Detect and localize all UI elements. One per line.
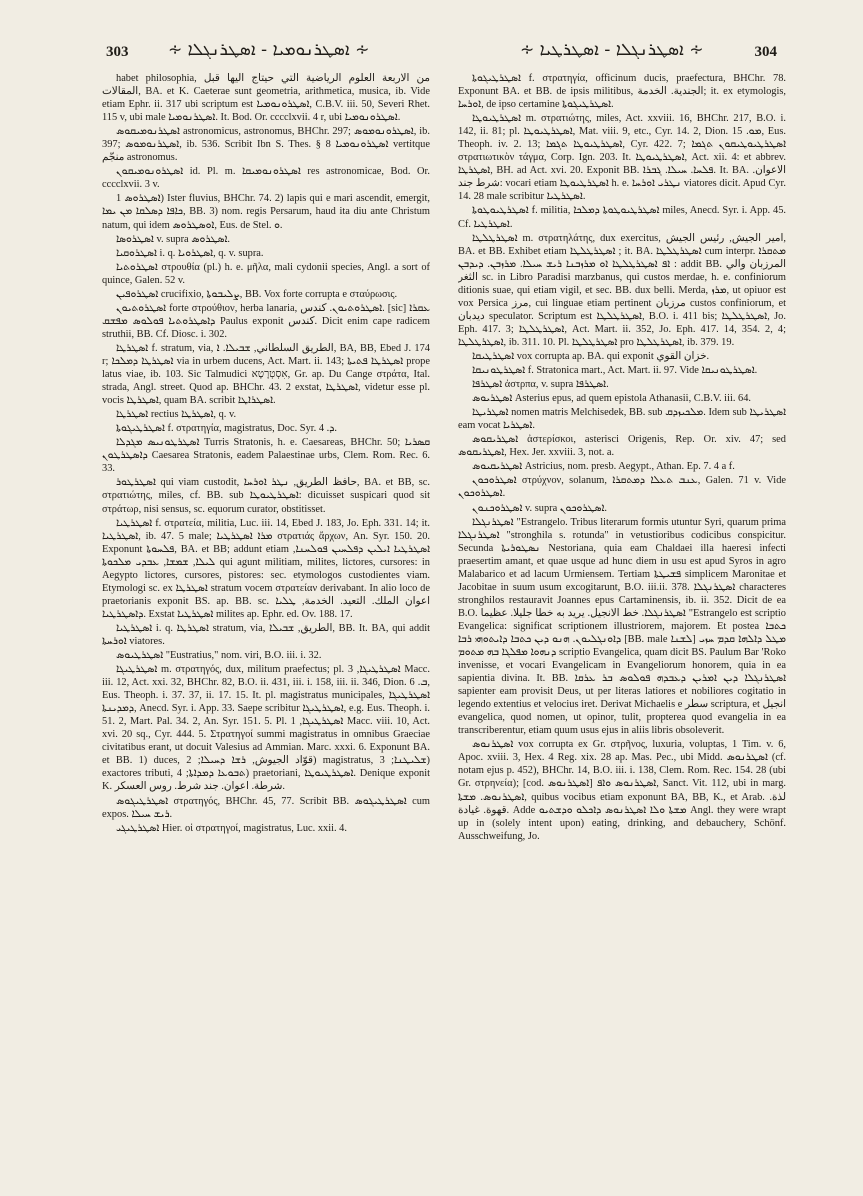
dictionary-entry: ܐܣܛܪܢܓܠܐ "Estrangelo. Tribus literarum formis utuntur Syri, quarum prima ܐܣܛܪܢܓܠܐ "stronghila s. rotunda" in vetustioribus codicibus conspicitur. Secunda ܢܣܛܘܪܝܬܐ Nestoriana, quia eam Chaldaei illa haeresi infecti praesertim amant, et quae usque ad hunc diem in usu est apud Syros in agro Malabarico et ad lacum Urmiensem. Tertiam ܦܫܝܛܬܐ simplicem Maronitae et Jacobitae in suum usum excogitarunt, B.O. iii.ii. 378. ܐܣܛܪܢܓܠܐ characteres stronghilos restauravit Joannes epus Cartaminensis, ib. ii. 352. Dicit de ea B.O. ܐܣܛܪܢܓܠܐ. خط الانجيل. يريد به خطا جليلا. عظيما "Estrangelo est scriptio Evangelica: significat scriptionem illustriorem, majorem. Et postea ܟܬܒܐ ܕܐܘܢܓܠܝܘܢ. ܗܢܘ ܕܝܢ ܟܬܒܐ ܕܐܝܬܘܗܝ ܪܒܐ [BB. male ܠܫܢܐ] ܡܛܠ ܕܐܠܗܐ ܩܕܡ ܚܙܝ ܕܢܗܘܐ ܡܦܠܓܐ ܒܗ ܡܬܘܡ scriptio Evangelica, quam dicit BS. Paulum Bar 'Roko invenisse, et vocari Evangelicam in Evangeliorum honorem, quia in ea sapientia divina. It. BB. ܐܣܛܪܢܓܠܐ ܕܝܢ ܐܡܪܝܢ ܕܥܒܕܗ ܦܘܠܘܣ ܒܪ ܥܪܩܐ sapienter eam provisit Deus, ut per literas latiores et nobiliores cogitatio in legendo extentius et velocius iret. Derivat Michaelis e سطر scriptura, et انجيل evangelica, quod nomen, ut opinor, tulit, propterea quod evangelia in ea transcriberentur, etiam quum usus ejus in aliis libris obsoleverit. (458, 516, 786, 737)
dictionary-entry: ܐܣܛܪܝܩܝܘܣ Astricius, nom. presb. Aegypt., Athan. Ep. 7. 4 a f. (472, 461, 735, 473)
dictionary-entry: ܐܣܛܪܛܝܓܝ Hier. οἱ στρατηγοί, magistratus, Luc. xxii. 4. (116, 822, 347, 834)
text-columns (102, 72, 790, 1182)
dictionary-entry: ܐܣܛܪܘܣܐ v. supra ܐܣܛܪܘܣ. (116, 233, 230, 245)
dictionary-entry: ܐܣܛܪܛܝܓܘܬܐ f. στρατηγία, magistratus, Doc. Syr. ܕ. 4. (116, 423, 338, 435)
dictionary-entry: ܐܣܛܪܛܝܘܣ "Eustratius," nom. viri, B.O. iii. i. 32. (116, 650, 322, 662)
dictionary-entry: ܐܣܛܪܛܐ f. stratum, via, الطريق السلطاني, ܫܒܝܠܐ. ܐ, BA, BB, Ebed J. 174 r; ܐܣܛܪܛܐ ܕܡܠܟܐ via in urbem ducens, Act. Mart. ii. 143; ܐܣܛܪܛܐ ܦܬܝܬܐ prope latus viae, ib. 103. Sic Talmudici אִסְטְרָטָא, Gr. ap. Du Cange στράτα, Ital. strada, Angl. street. Quod ap. BHChr. 43. 2 exstat, ܐܣܛܪܛܐ, videtur esse pl. vocis ܐܣܛܪܛܐ, quam BA. scribit ܐܣܛܪܐܛܐ. (102, 342, 430, 407)
right-column (458, 72, 786, 1182)
dictionary-entry: ܐܣܛܪܘܣ 1) Ister fluvius, BHChr. 74. 2) lapis qui e mari ascendit, emergit, ܟܐܦܐ ܕܣܠܩܐ ܡܢ ܝܡܐ, BB. 3) nom. regis Persarum, haud ita diu ante Christum natum, qui idem ܐܘܣܛܪܘܣ, Eus. de Stel. ܘ. (102, 193, 430, 231)
dictionary-entry: ܐܣܛܪܘܩܝܐ i. q. ܐܣܛܪܘܝܐ, q. v. supra. (116, 247, 264, 259)
right-page-number: 304 (754, 44, 777, 60)
dictionary-entry: ܐܣܛܪܛܝܐ f. στρατεία, militia, Luc. iii. 14, Ebed J. 183, Jo. Eph. 331. 14; it. ܐܣܛܪܛܝܐ, ib. 47. 5 male; ܡܪܐ ܐܣܛܪܛܝܐ στρατιάς ἄρχων, An. Syr. 150. 20. Exponunt ܦܠܚܘܬܐ, BA. et BB; addunt etiam ܐܣܛܪܛܝܐ ܐܝܠܝܢ ܕܦܠܚܝܢ ܦܘܠܚܢܐ, ܠܝܠܐ, ܫܡܫܐ, ܥܒܕܝ ܡܠܟܘܬܐ qui agunt militiam, milites, lictores, cursores: in Aegypto lictores, cursores, pistores: sec. etymologos custodientes viam. Etymologi sc. ex ܐܣܛܪܛܐ stratum vocem στρατείαν derivabant. In alio loco de praetorianis exponit BS. ap. BB. sc. اعوان الملك. التعيد. الخدمة, ܛܠܝܐ ܕܐܣܛܪܛܝܐ. Exstat ܐܣܛܪܛܝܐ milites ap. Ephr. ed. Ov. 188. 17. (102, 517, 430, 620)
page-header (0, 38, 863, 68)
dictionary-entry: ܐܣܛܪܛܝܐ i. q. ܐܣܛܪܛܐ stratum, via, الطريق, ܫܒܝܠܐ, BB. It. BA, qui addit ܐܘܪܚܬܐ viatores. (102, 622, 430, 647)
dictionary-entry: ܐܣܛܪܛܘܪ qui viam custodit, حافظ الطريق, ܢܛܪ ܐܘܪܚܐ, BA. et BB, sc. στρατιώτης, miles, cf. BB. sub ܐܣܛܪܛܝܘܛܐ: dicuisset suspicari quod sit στράτωρ, nisi sensus, sc. equorum curator, obstitisset. (102, 477, 430, 515)
dictionary-entry: ܐܣܛܪܛܝܓܘܣ στρατηγός, BHChr. 45, 77. Scribit BB. ܐܣܛܪܛܝܓܘܣ cum expos. ܪܝܫ ܚܝܠܐ. (102, 795, 430, 820)
dictionary-entry: habet philosophia, من الاربعة العلوم الرياضية التي حيتاج اليها قبل المقالات, BA. et K. Caeterae sunt geometria, arithmetica, musica, ib. Vide etiam Ephr. ii. 317 ubi scriptum est ܐܣܛܪܘܢܘܡܝܐ, C.B.V. iii. 50, Severi Rhet. 115 v, ubi male ܐܣܛܪܢܘܡܝܐ. It. Bod. Or. cccclxvii. 4 r, ubi ܐܣܛܪܘܢܘܡܝܐ. (102, 73, 430, 124)
dictionary-entry: ܐܣܛܪܛܝܘܛܐ m. στρατιώτης, miles, Act. xxviii. 16, BHChr. 217, B.O. i. 142, ii. 81; pl. ܐܣܛܪܛܝܘܛܐ, Mat. viii. 9, etc., Cyr. 14. 2, Dion. ܡܘ. 15, Eus. Theoph. iv. 2. 13; ܐܣܛܪܛܝܘܛܐ ܬܓܡܐ, Cyr. 422. 7; ܐܣܛܪܛܝܘܛܝܩܘܢ ܬܓܡܐ στρατιωτικὸν τάγμα, Corp. Ign. 203. It. ܐܣܛܪܛܝܘܛܐ, Act. xii. 4: et abbrev. ܐܣܛܪܛܐ, BH. ad Act. xvi. 20. Exponit BB. ܦܠܚܐ. ܚܝܠܐ. ܓܒܪܐ. It. BA. الاعوان. شرط جند: vocari etiam ܐܣܛܪܛܝܘܛܐ h. e. ܢܛܪܝ ܐܘܪܚܐ viatores dicit. Apud Cyr. 14. 28 male scribitur ܐܣܛܪܛܝܐ. (458, 113, 786, 203)
dictionary-entry: ܐܣܛܪܛܐ rectius ܐܣܛܪܛܐ, q. v. (116, 409, 237, 421)
dictionary-entry: ܐܣܛܪܘܟܘܢ στρύχνον, solanum, ܥܢܒ ܬܥܠܐ ܕܡܬܩܪܐ, Galen. 71 v. Vide ܐܣܛܪܘܟܘܢ. (458, 475, 786, 500)
dictionary-entry: ܐܣܛܪܛܝܩܐ vox corrupta ap. BA. qui exponit خزان القوي. (472, 350, 710, 362)
left-page-number: 303 (106, 44, 129, 60)
dictionary-entry: ܐܣܛܪܘܬܝܘܢ forte στρούθιον, herba lanaria, ܐܣܛܪܘܬܝܘܢ. كندس. [sic] ܥܩܪܐ ܕܐܣܛܪܘܬܝܐ ܦܘܠܘܣ ܡܦܫܩ Paulus exponit كندس. Dicit enim cape radicem struthii, BB. Cf. Diosc. i. 302. (102, 302, 430, 340)
dictionary-entry: ܐܣܛܪܢܘܡܝܩܘܣ astronomicus, astronomus, BHChr. 297; ܐܣܛܪܘܢܘܡܘܣ, ib. 397; ܐܣܛܪܢܘܡܘܣ, ib. 536. Scribit Ibn S. Thes. § 8 ܐܣܛܪܘܢܘܡܝܐ vertitque منجّم astronomus. (102, 126, 430, 164)
dictionary-entry: ܐܣܛܪܝܩܘܣ ἀστερίσκοι, asterisci Origenis, Rep. Or. xiv. 47; sed ܐܣܛܪܝܩܘܣ, Hex. Jer. xxviii. 3, not. a. (458, 434, 786, 459)
dictionary-entry: ܐܣܛܪܘܦܝܢ crucifixio, ܨܠܝܒܘܬܐ, BB. Vox forte corrupta e σταύρωσις. (116, 288, 398, 300)
dictionary-entry: ܐܣܛܪܝܛܐ nomen matris Melchisedek, BB. sub ܡܠܟܝܙܕܩ. Idem sub ܐܣܛܪܝܛܐ eam vocat ܐܣܛܪܝܐ. (458, 407, 786, 432)
dictionary-entry: ܐܣܛܪܝܘܣ Asterius epus, ad quem epistola Athanasii, C.B.V. iii. 64. (472, 393, 752, 405)
right-running-title: ∻ ܐܣܛܪܢܓܠܐ - ܐܣܛܪܛܝܐ ∻ (520, 40, 704, 60)
dictionary-entry: ܐܣܛܪܛܘܢܝܣ ܡܓܕܠܐ Turris Stratonis, h. e. Caesareas, BHChr. 50; ܩܣܪܝܐ ܕܐܣܛܪܛܘܢ Caesarea Stratonis, eadem Palaestinae urbs, Clem. Rom. Rec. 6. 33. (102, 437, 430, 475)
dictionary-entry: ܐܣܛܪܘܬܝܐ στρουθία (pl.) h. e. μῆλα, mali cydonii species, Angl. a sort of quince, Galen. 52 v. (102, 261, 430, 286)
dictionary-entry: ܐܣܛܪܛܝܘܛܘܬܐ f. militia, ܐܣܛܪܛܝܘܛܘܬܐ ܕܡܠܟܐ miles, Anecd. Syr. i. App. 45. Cf. ܐܣܛܪܛܝܐ. (458, 205, 786, 230)
left-column (102, 72, 430, 1182)
left-running-title: ∻ ܐܣܛܪܢܘܡܝܐ - ܐܣܛܪܢܓܠܐ ∻ (168, 40, 370, 60)
dictionary-entry: ܐܣܛܪܛܝܓܐ m. στρατηγός, dux, militum praefectus; pl. ܐܣܛܪܛܝܓܐ, 3 Macc. iii. 12, Act. xxi. 32, BHChr. 82, B.O. ii. 431, iii. i. 158, iii. ii. 346, Dion. ܒ. 6, Eus. Theoph. i. 37. 37, ii. 17. 15. It. pl. magistratus municipales, ܐܣܛܪܛܝܓܐ ܕܡܕܝܢܬܐ, Anecd. Syr. i. App. 33. Saepe scribitur ܐܣܛܪܛܝܓܐ, e.g. Eus. Theoph. i. 51. 2, Mart. Pal. 34. 2, An. Syr. 151. 5. Pl. ܐܣܛܪܛܝܓܐ, 1 Macc. viii. 10, Act. xvi. 20 sq., Cyr. 444. 5. Στρατηγοί summi magistratus in omnibus Graeciae civitatibus erant, ut docuit Valesius ad Ammian. Marc. xxxi. 6. Exponunt BA. et BB. 1) duces, قوّاد الجيوش, ܪܫܐ ܕܚܝܠܐ; 2) magistratus, ܫܠܝܛܢܐ; 3) exactores tributi, ܬܒܘܥܐ ܕܡܕܐܬܐ; 4) praetoriani, ܐܣܛܪܛܝܘܛܐ. Denique exponit K. شرطة. اعوان. جند شرط. روس العسكر. (102, 664, 430, 793)
dictionary-entry: ܐܣܛܪܘܢܘܡܝܩܘܢ id. Pl. m. ܐܣܛܪܘܢܘܡܝܩܐ res astronomicae, Bod. Or. cccclxvii. 3 v. (102, 166, 430, 191)
dictionary-entry: ܐܣܛܪܛܠܛܐ m. στρατηλάτης, dux exercitus, امير الجيش, رئيس الجيش, BA. et BB. Exhibet etiam ܐܣܛܪܛܠܛܐ ; it. BA. ܐܣܛܪܛܠܛܐ cum interpr. ܡܬܩܪܐ ܐܦ ܐܣܛܪܛܠܛܐ ܐܘ ܡܪܙܒܢܐ ܪܝܫ ܚܝܠܐ. ܡܪܙܒܢ. ܕܝܕܒܢ : addit BB. المرزبان والي الثغر sc. in Libro Paradisi marzbanus, qui custos merdae, h. e. confiniorum ditionis suae, qui etiam vigil, et sec. BB. dux belli. Merda, ܡܪܙ, ut opiuor est vox Persica مرز, cui linguae etiam pertinent مرزبان custos confiniorum, et ديدبان speculator. Scriptum est ܐܣܛܪܛܠܛܐ, B.O. i. 411 bis; ܐܣܛܪܛܠܛܐ, Jo. Eph. 417. 3; ܐܣܛܪܛܠܛܐ, Act. Mart. ii. 352, Jo. Eph. 417. 14, 354. 2, 4; ܐܣܛܪܛܠܛܐ, ib. 311. 10. Pl. ܐܣܛܪܛܠܛܐ pro ܐܣܛܪܛܠܛܐ, ib. 379. 19. (458, 232, 786, 348)
dictionary-entry: ܐܣܛܪܘܟܢܘܢ v. supra ܐܣܛܪܘܟܘܢ. (472, 502, 608, 514)
dictionary-entry: ܐܣܛܪܢܘܣ vox corrupta ex Gr. στρῆνος, luxuria, voluptas, 1 Tim. v. 6, Apoc. xviii. 3, Hex. 4 Reg. xix. 28 ap. Mas. Pec., ubi Midd. ܐܣܛܪܢܘܣ (cf. notam ejus p. 452), BHChr. 14, B.O. iii. i. 138, Clem. Rom. Rec. 154. 28 (ubi Gr. στρηνεία); [cod. ܐܣܛܪܢܘܣ] ܐܣܛܪܢܘܣ ܘܐܦ, Sanct. Vit. 112, ubi in marg. ܐܣܛܪܢܘܣ. ܡܫܬܐ, quibus vocibus etiam exponunt BA, BB, K., et Arab. لذة. قهوة. غيادة. Adde ܡܫܬܐ ܘܠܐ ܐܣܛܪܢܘܣ ܕܐܟܠܘ ܘܕܫܬܝܘ Angl. they were wrapt up in (solely intent upon) eating, drinking, and debauchery, Schönf. Ausschweifung, Jo. (458, 739, 786, 842)
dictionary-entry: ܐܣܛܪܛܘܢܝܩܐ f. Stratonica mart., Act. Mart. ii. 97. Vide ܐܣܛܪܛܘܢܝܩܐ. (472, 365, 758, 377)
dictionary-entry: ܐܣܛܪܛܝܓܘܬܐ f. στρατηγία, officinum ducis, praefectura, BHChr. 78. Exponunt BA. et BB. de ipsis militibus, الجندية. الخدمة; it. ex etymologis, ܐܘܪܚܐ, de ipso certamine ܐܣܛܪܛܝܓܘܬܐ. (458, 73, 786, 111)
dictionary-entry: ܐܣܛܪܦܐ ἀστρπα, v. supra ܐܣܛܪܦܐ. (472, 379, 609, 391)
